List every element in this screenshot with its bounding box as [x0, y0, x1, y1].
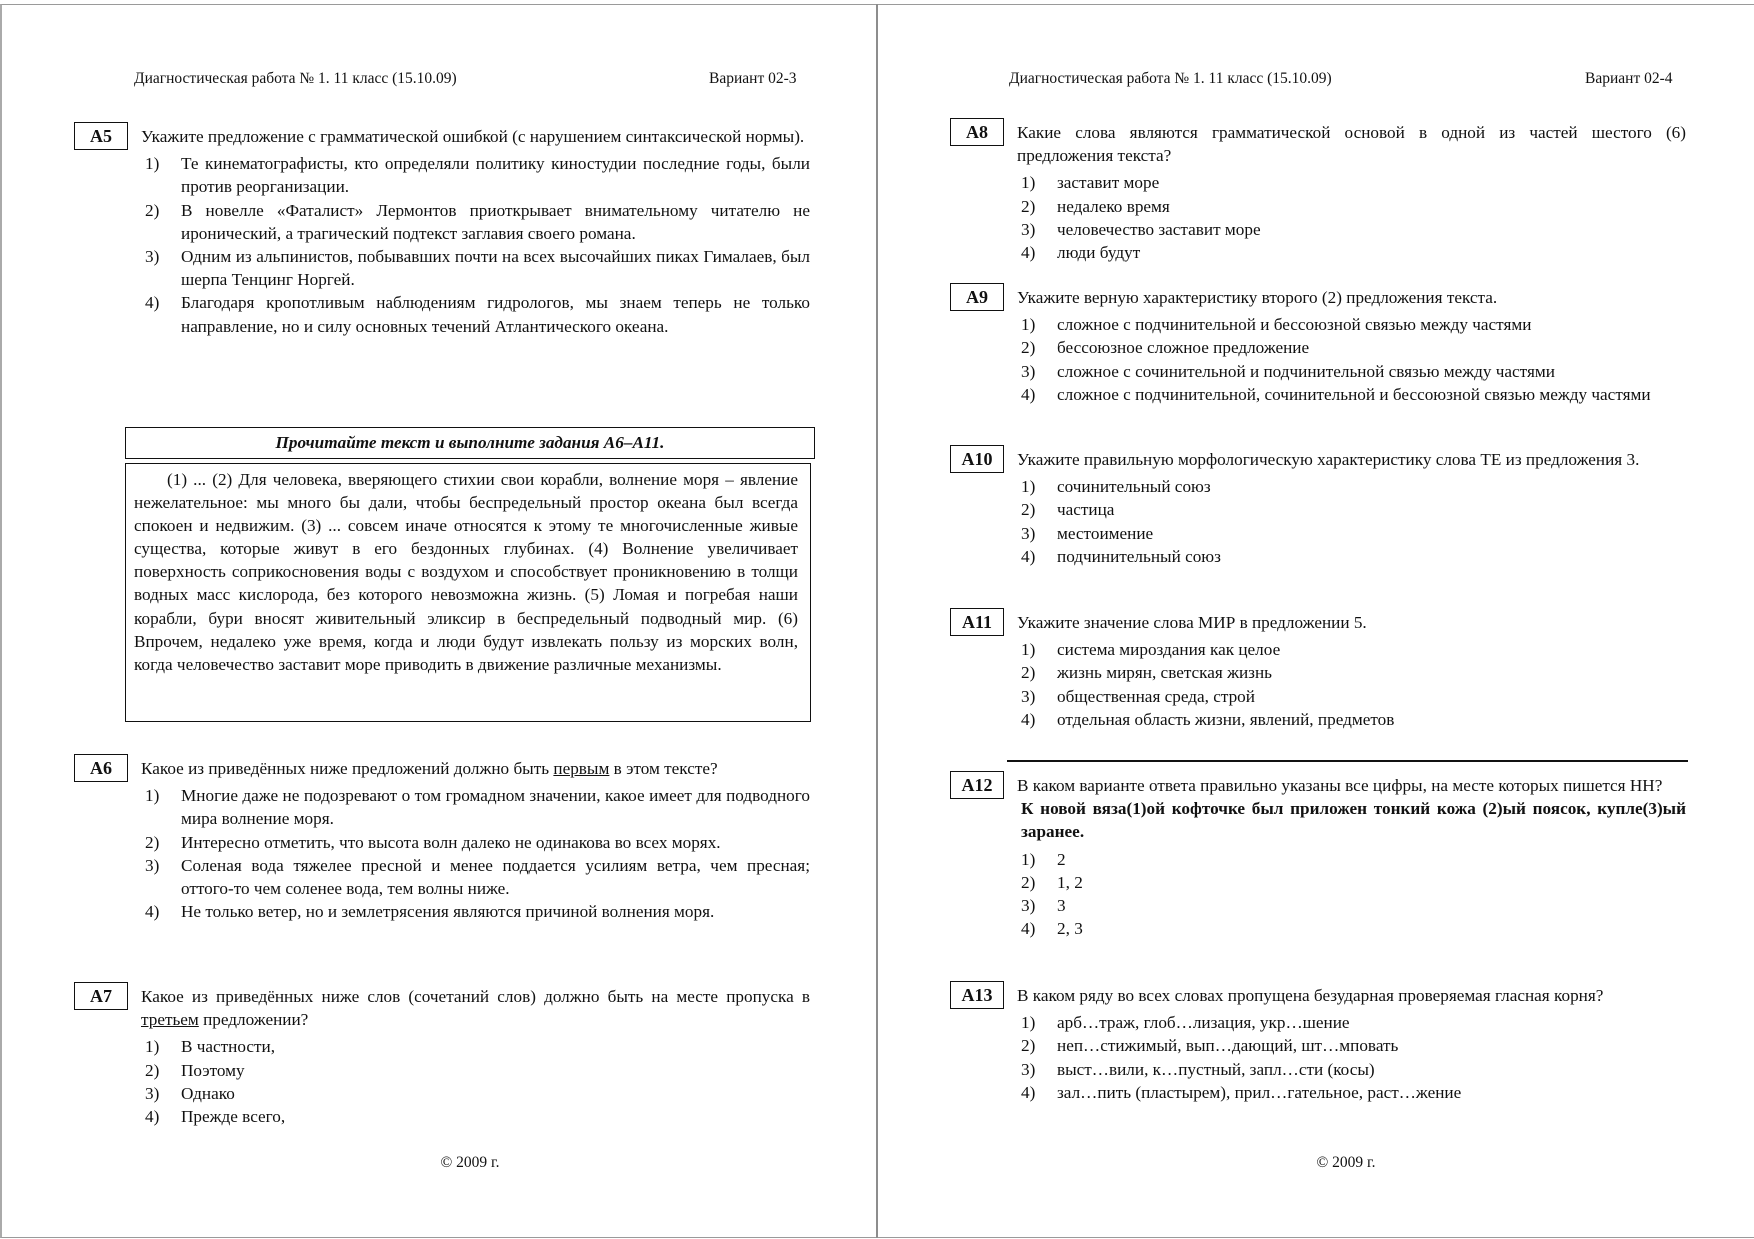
answer-option[interactable] [1019, 1058, 1686, 1081]
question-text-part: Какое из приведённых ниже слов (сочетаний слов) должно быть на месте пропуска в [141, 987, 810, 1006]
answer-option[interactable] [1019, 475, 1686, 498]
answer-option[interactable] [143, 1105, 810, 1128]
answer-option[interactable] [143, 1059, 810, 1082]
question-a8 [950, 121, 1686, 264]
reading-passage: (1) ... (2) Для человека, вверяющего стихии свои корабли, волнение моря – явление нежелательное: мы много бы дали, чтобы беспредельный простор океана был всегда спокоен и недвижим. (3) ... совсем иначе относятся к этому те многочисленные живые существа, которые живут в его бездонных глубинах. (4) Волнение увеличивает поверхность соприкосновения воды с воздухом и способствует проникновению в толщи водных масс кислорода, без которого невозможна жизнь. (5) Ломая и погребая наши корабли, бури вносят живительный эликсир в беспредельный подводный мир. (6) Впрочем, недалеко уже время, когда и люди будут извлекать пользу из морских волн, когда человечество заставит море приводить в движение различные механизмы. [125, 463, 811, 722]
question-text-part: предложении? [198, 1010, 309, 1030]
question-text: В каком варианте ответа правильно указаны все цифры, на месте которых пишется НН? [1017, 776, 1663, 795]
footer-copyright: © 2009 г. [440, 1154, 500, 1171]
question-label: А9 [950, 283, 1004, 311]
option-text: Не только ветер, но и землетрясения являются причиной волнения моря. [181, 902, 715, 922]
option-text: Соленая вода тяжелее пресной и менее поддается усилиям ветра, чем пресная; оттого-то чем соленее вода, тем волны ниже. [181, 855, 810, 899]
option-number: 1) [1021, 477, 1036, 497]
header-title: Диагностическая работа № 1. 11 класс (15.10.09) [1009, 70, 1332, 87]
option-text: выст…вили, к…пустный, запл…сти (косы) [1057, 1059, 1375, 1079]
question-text [141, 757, 810, 780]
option-text: система мироздания как целое [1057, 640, 1281, 660]
option-number: 2) [145, 1060, 160, 1080]
option-number: 2) [1021, 196, 1036, 216]
option-number: 1) [1021, 640, 1036, 660]
option-number: 4) [1021, 919, 1036, 939]
option-text: Поэтому [181, 1060, 245, 1080]
answer-option[interactable] [1019, 313, 1686, 336]
answer-option[interactable] [143, 1035, 810, 1058]
reading-instruction: Прочитайте текст и выполните задания А6–А11. [125, 427, 815, 459]
option-text: сложное с сочинительной и подчинительной связью между частями [1057, 361, 1555, 381]
question-a11 [950, 611, 1686, 731]
question-label: А13 [950, 981, 1004, 1009]
option-text: В частности, [181, 1037, 276, 1057]
option-text: Однако [181, 1083, 235, 1103]
answer-option[interactable] [1019, 708, 1686, 731]
answer-option[interactable] [1019, 871, 1686, 894]
question-label: А7 [74, 982, 128, 1010]
option-text: недалеко время [1057, 196, 1170, 216]
question-text-part: в этом тексте? [609, 759, 718, 778]
option-text: Интересно отметить, что высота волн далеко не одинакова во всех морях. [181, 832, 721, 852]
answer-option[interactable] [1019, 360, 1686, 383]
answer-option[interactable] [1019, 917, 1686, 940]
question-a6 [74, 757, 810, 923]
option-number: 4) [145, 902, 160, 922]
answer-option[interactable] [1019, 848, 1686, 871]
option-text: неп…стижимый, вып…дающий, шт…мповать [1057, 1036, 1399, 1056]
option-text: местоимение [1057, 523, 1154, 543]
question-label: А11 [950, 608, 1004, 636]
answer-option[interactable] [1019, 1034, 1686, 1057]
question-text: В каком ряду во всех словах пропущена безударная проверяемая гласная корня? [1017, 986, 1604, 1005]
option-text: общественная среда, строй [1057, 686, 1255, 706]
question-text: Укажите правильную морфологическую характеристику слова ТЕ из предложения 3. [1017, 450, 1640, 469]
option-number: 1) [145, 786, 160, 806]
section-rule [1007, 760, 1688, 762]
option-text: подчинительный союз [1057, 546, 1221, 566]
header-variant: Вариант 02-4 [1585, 70, 1673, 87]
option-number: 3) [145, 855, 160, 875]
footer-copyright: © 2009 г. [1316, 1154, 1376, 1171]
answer-option[interactable] [143, 245, 810, 291]
option-text: бессоюзное сложное предложение [1057, 338, 1310, 358]
question-a9 [950, 286, 1686, 406]
answer-option[interactable] [1019, 218, 1686, 241]
question-a5 [74, 125, 810, 338]
question-label: А10 [950, 445, 1004, 473]
option-number: 4) [1021, 384, 1036, 404]
answer-option[interactable] [1019, 241, 1686, 264]
question-label: А6 [74, 754, 128, 782]
question-a13 [950, 984, 1686, 1104]
answer-option[interactable] [143, 1082, 810, 1105]
answer-option[interactable] [1019, 195, 1686, 218]
option-number: 3) [145, 1083, 160, 1103]
option-number: 1) [1021, 849, 1036, 869]
answer-option[interactable] [1019, 1011, 1686, 1034]
answer-option[interactable] [1019, 685, 1686, 708]
option-text: 3 [1057, 896, 1066, 916]
option-number: 3) [1021, 686, 1036, 706]
option-number: 2) [1021, 663, 1036, 683]
option-number: 4) [1021, 709, 1036, 729]
option-number: 3) [1021, 1059, 1036, 1079]
option-text: сложное с подчинительной и бессоюзной связью между частями [1057, 315, 1532, 335]
option-text: жизнь мирян, светская жизнь [1057, 663, 1273, 683]
option-text: люди будут [1057, 243, 1141, 263]
option-number: 3) [1021, 361, 1036, 381]
question-text: Укажите верную характеристику второго (2) предложения текста. [1017, 288, 1498, 307]
option-text: арб…траж, глоб…лизация, укр…шение [1057, 1013, 1350, 1033]
option-text: Многие даже не подозревают о том громадном значении, какое имеет для подводного мира волнение моря. [181, 786, 810, 829]
option-number: 2) [1021, 872, 1036, 892]
answer-option[interactable] [143, 831, 810, 854]
answer-option[interactable] [143, 784, 810, 830]
question-text: Какие слова являются грамматической основой в одной из частей шестого (6) предложения текста? [1017, 123, 1686, 166]
option-number: 4) [145, 1107, 160, 1127]
option-number: 4) [1021, 1082, 1036, 1102]
question-label: А8 [950, 118, 1004, 146]
question-label: А5 [74, 122, 128, 150]
option-text: частица [1057, 500, 1115, 520]
option-number: 1) [1021, 173, 1036, 193]
right-page [879, 0, 1754, 1239]
answer-option[interactable] [1019, 498, 1686, 521]
option-text: отдельная область жизни, явлений, предметов [1057, 709, 1395, 729]
header-variant: Вариант 02-3 [709, 70, 797, 87]
option-number: 3) [1021, 219, 1036, 239]
option-text: В новелле «Фаталист» Лермонтов приоткрывает внимательному читателю не иронический, а трагический подтекст заглавия своего романа. [181, 200, 810, 243]
option-number: 4) [145, 293, 160, 313]
underlined-word: первым [553, 759, 610, 778]
answer-option[interactable] [1019, 383, 1686, 406]
answer-option[interactable] [1019, 894, 1686, 917]
answer-option[interactable] [143, 900, 810, 923]
question-a7 [74, 985, 810, 1128]
question-text: Укажите значение слова МИР в предложении 5. [1017, 613, 1367, 632]
option-number: 2) [145, 200, 160, 220]
question-text: Укажите предложение с грамматической ошибкой (с нарушением синтаксической нормы). [141, 127, 805, 146]
option-number: 1) [145, 1037, 160, 1057]
option-number: 2) [145, 832, 160, 852]
question-label: А12 [950, 771, 1004, 799]
option-number: 3) [1021, 523, 1036, 543]
underlined-word: третьем [141, 1010, 199, 1030]
option-text: Те кинематографисты, кто определяли политику киностудии последние годы, были против реорганизации. [181, 154, 810, 197]
option-number: 2) [1021, 338, 1036, 358]
option-text: зал…пить (пластырем), прил…гательное, раст…жение [1057, 1082, 1462, 1102]
option-text: 2, 3 [1057, 919, 1083, 939]
question-text [141, 985, 810, 1031]
option-text: Одним из альпинистов, побывавших почти на всех высочайших пиках Гималаев, был шерпа Тенцинг Норгей. [181, 247, 810, 290]
answer-option[interactable] [1019, 661, 1686, 684]
answer-option[interactable] [143, 854, 810, 900]
answer-option[interactable] [1019, 638, 1686, 661]
option-text: человечество заставит море [1057, 219, 1261, 239]
question-text-part: Какое из приведённых ниже предложений должно быть [141, 759, 554, 778]
answer-option[interactable] [1019, 522, 1686, 545]
option-number: 3) [1021, 896, 1036, 916]
header-title: Диагностическая работа № 1. 11 класс (15.10.09) [134, 70, 457, 87]
option-number: 2) [1021, 500, 1036, 520]
option-text: заставит море [1057, 173, 1160, 193]
option-number: 3) [145, 247, 160, 267]
answer-option[interactable] [143, 152, 810, 198]
option-number: 1) [1021, 315, 1036, 335]
question-a10 [950, 448, 1686, 568]
answer-option[interactable] [1019, 545, 1686, 568]
option-text: Благодаря кропотливым наблюдениям гидрологов, мы знаем теперь не только направление, но и силу основных течений Атлантического океана. [181, 293, 810, 336]
option-text: 1, 2 [1057, 872, 1083, 892]
answer-option[interactable] [1019, 171, 1686, 194]
answer-option[interactable] [1019, 336, 1686, 359]
option-text: Прежде всего, [181, 1107, 286, 1127]
option-number: 1) [1021, 1013, 1036, 1033]
option-number: 4) [1021, 546, 1036, 566]
option-text: сложное с подчинительной, сочинительной и бессоюзной связью между частями [1057, 384, 1651, 404]
question-a12 [950, 774, 1686, 940]
answer-option[interactable] [143, 199, 810, 245]
answer-option[interactable] [1019, 1081, 1686, 1104]
answer-option[interactable] [143, 291, 810, 337]
option-number: 1) [145, 154, 160, 174]
option-text: 2 [1057, 849, 1066, 869]
option-text: сочинительный союз [1057, 477, 1211, 497]
option-number: 4) [1021, 243, 1036, 263]
task-sentence: К новой вяза(1)ой кофточке был приложен тонкий кожа (2)ый поясок, купле(3)ый заранее. [1021, 799, 1686, 842]
option-number: 2) [1021, 1036, 1036, 1056]
